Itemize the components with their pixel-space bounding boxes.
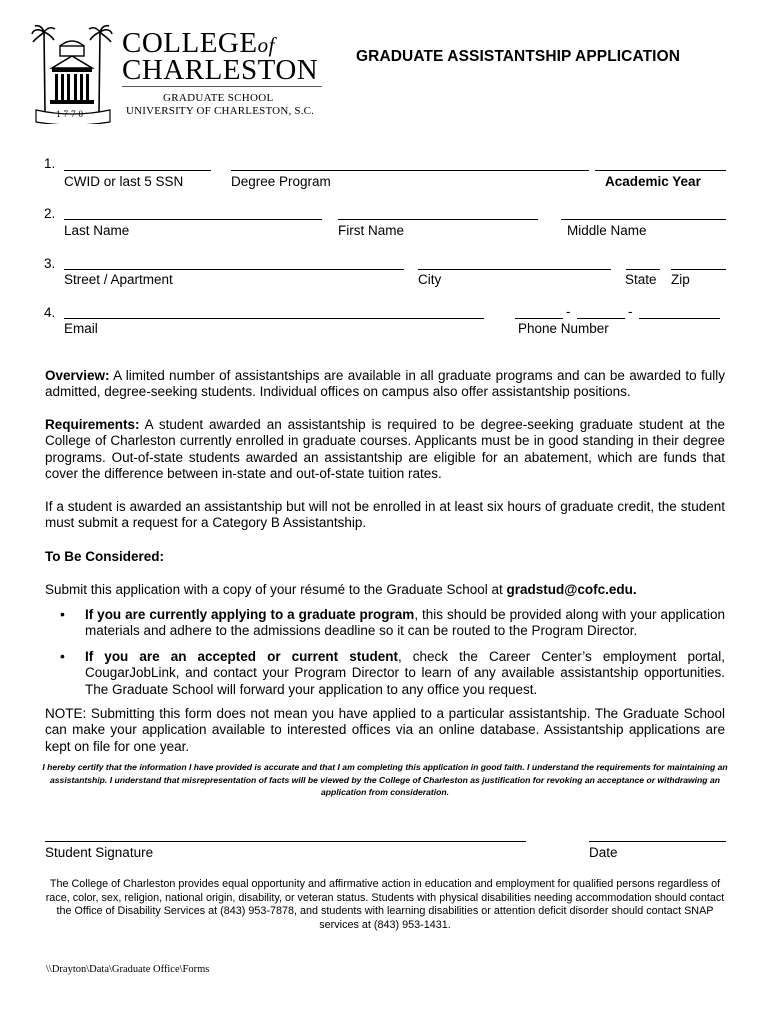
logo-of-text: of [257,33,275,57]
logo-year: 1770 [56,109,86,119]
date-field[interactable] [589,841,726,842]
note-paragraph: NOTE: Submitting this form does not mean you have applied to a particular assistantship. The Graduate School can make your application available to interested offices via an online database. Assistantship applications are kept on file for one year. [45,706,725,754]
city-field[interactable] [418,269,611,270]
bullet-2-text: , check the Career Center’s employment portal, CougarJobLink, and contact your Program Director to learn of any available assistantship opportunities. The Graduate School will forward your application to any office you request. [85,649,725,697]
phone-line-field[interactable] [639,318,720,319]
state-field[interactable] [626,269,660,270]
cwid-label: CWID or last 5 SSN [64,174,184,189]
logo-university: UNIVERSITY OF CHARLESTON, S.C. [126,105,315,117]
footer-file-path: \\Drayton\Data\Graduate Office\Forms [46,964,210,975]
academic-year-field[interactable] [595,170,726,171]
row-number-2: 2. [44,206,56,221]
street-field[interactable] [64,269,404,270]
equal-opportunity-statement: The College of Charleston provides equal opportunity and affirmative action in education and employment for qualified persons regardless of race, color, sex, religion, national origin, disability, or veteran status. Students with physical disabilities needing accommodation should contact the Office of Disability Services at (843) 953-7878, and students with learning disabilities or attention deficit disorder should contact SNAP services at (843) 953-1431. [45,878,725,931]
phone-area-code-field[interactable] [515,318,563,319]
cwid-field[interactable] [64,170,211,171]
submit-paragraph [45,582,725,598]
middle-name-field[interactable] [561,219,726,220]
requirements-text: A student awarded an assistantship is required to be degree-seeking graduate student at the College of Charleston currently enrolled in graduate courses. Applicants must be in good standing in their degree programs. Out-of-state students awarded an assistantship are eligible for an abatement, which are funds that cover the difference between in-state and out-of-state tuition rates. [45,417,725,482]
document-title: GRADUATE ASSISTANTSHIP APPLICATION [356,48,681,65]
zip-field[interactable] [671,269,726,270]
bullet-2-paragraph [85,649,725,698]
category-b-paragraph: If a student is awarded an assistantship but will not be enrolled in at least six hours of graduate credit, the student must submit a request for a Category B Assistantship. [45,499,725,531]
submit-text: Submit this application with a copy of your résumé to the Graduate School at [45,582,507,597]
overview-heading: Overview: [45,368,110,383]
requirements-heading: Requirements: [45,417,140,432]
last-name-label: Last Name [64,223,130,238]
row-number-1: 1. [44,156,56,171]
phone-prefix-field[interactable] [577,318,625,319]
city-label: City [418,272,442,287]
academic-year-label: Academic Year [605,174,701,189]
date-label: Date [589,845,618,860]
bullet-1-bold: If you are currently applying to a graduate program [85,607,415,622]
student-signature-field[interactable] [45,841,526,842]
overview-paragraph [45,368,725,401]
overview-text: A limited number of assistantships are available in all graduate programs and can be awarded to fully admitted, degree-seeking students. Individual offices on campus also offer assistantship positions. [45,368,725,400]
last-name-field[interactable] [64,219,322,220]
email-label: Email [64,321,98,336]
first-name-field[interactable] [338,219,538,220]
degree-program-label: Degree Program [231,174,331,189]
bullet-1-paragraph [85,607,725,640]
street-label: Street / Apartment [64,272,173,287]
first-name-label: First Name [338,223,405,238]
row-number-4: 4. [44,305,56,320]
middle-name-label: Middle Name [567,223,647,238]
certification-statement: I hereby certify that the information I have provided is accurate and that I am completing this application in good faith. I understand the requirements for maintaining an assistantship. I understand that misrepresentation of facts will be viewed by the College of Charleston as justification for revoking an acceptance or withdrawing an application from consideration. [42,762,728,797]
state-label: State [625,272,657,287]
student-signature-label: Student Signature [45,845,154,860]
logo-graduate-school: GRADUATE SCHOOL [163,92,274,104]
zip-label: Zip [671,272,690,287]
phone-separator-1: - [566,304,571,319]
bullet-2-bold: If you are an accepted or current student [85,649,398,664]
requirements-paragraph [45,417,725,483]
email-field[interactable] [64,318,484,319]
bullet-2-marker: • [60,648,65,664]
phone-number-label: Phone Number [518,321,609,336]
bullet-1-text: , this should be provided along with your application materials and adhere to the admissions deadline so it can be routed to the Program Director. [85,607,725,639]
logo-college-text: COLLEGE [122,27,258,59]
logo-charleston-text: CHARLESTON [122,54,319,86]
row-number-3: 3. [44,256,56,271]
college-logo [30,24,330,124]
bullet-1-marker: • [60,606,65,622]
degree-program-field[interactable] [231,170,589,171]
logo-divider [122,86,322,87]
to-be-considered-heading: To Be Considered: [45,549,165,564]
phone-separator-2: - [628,304,633,319]
graduate-school-email-link[interactable]: gradstud@cofc.edu. [506,582,637,597]
